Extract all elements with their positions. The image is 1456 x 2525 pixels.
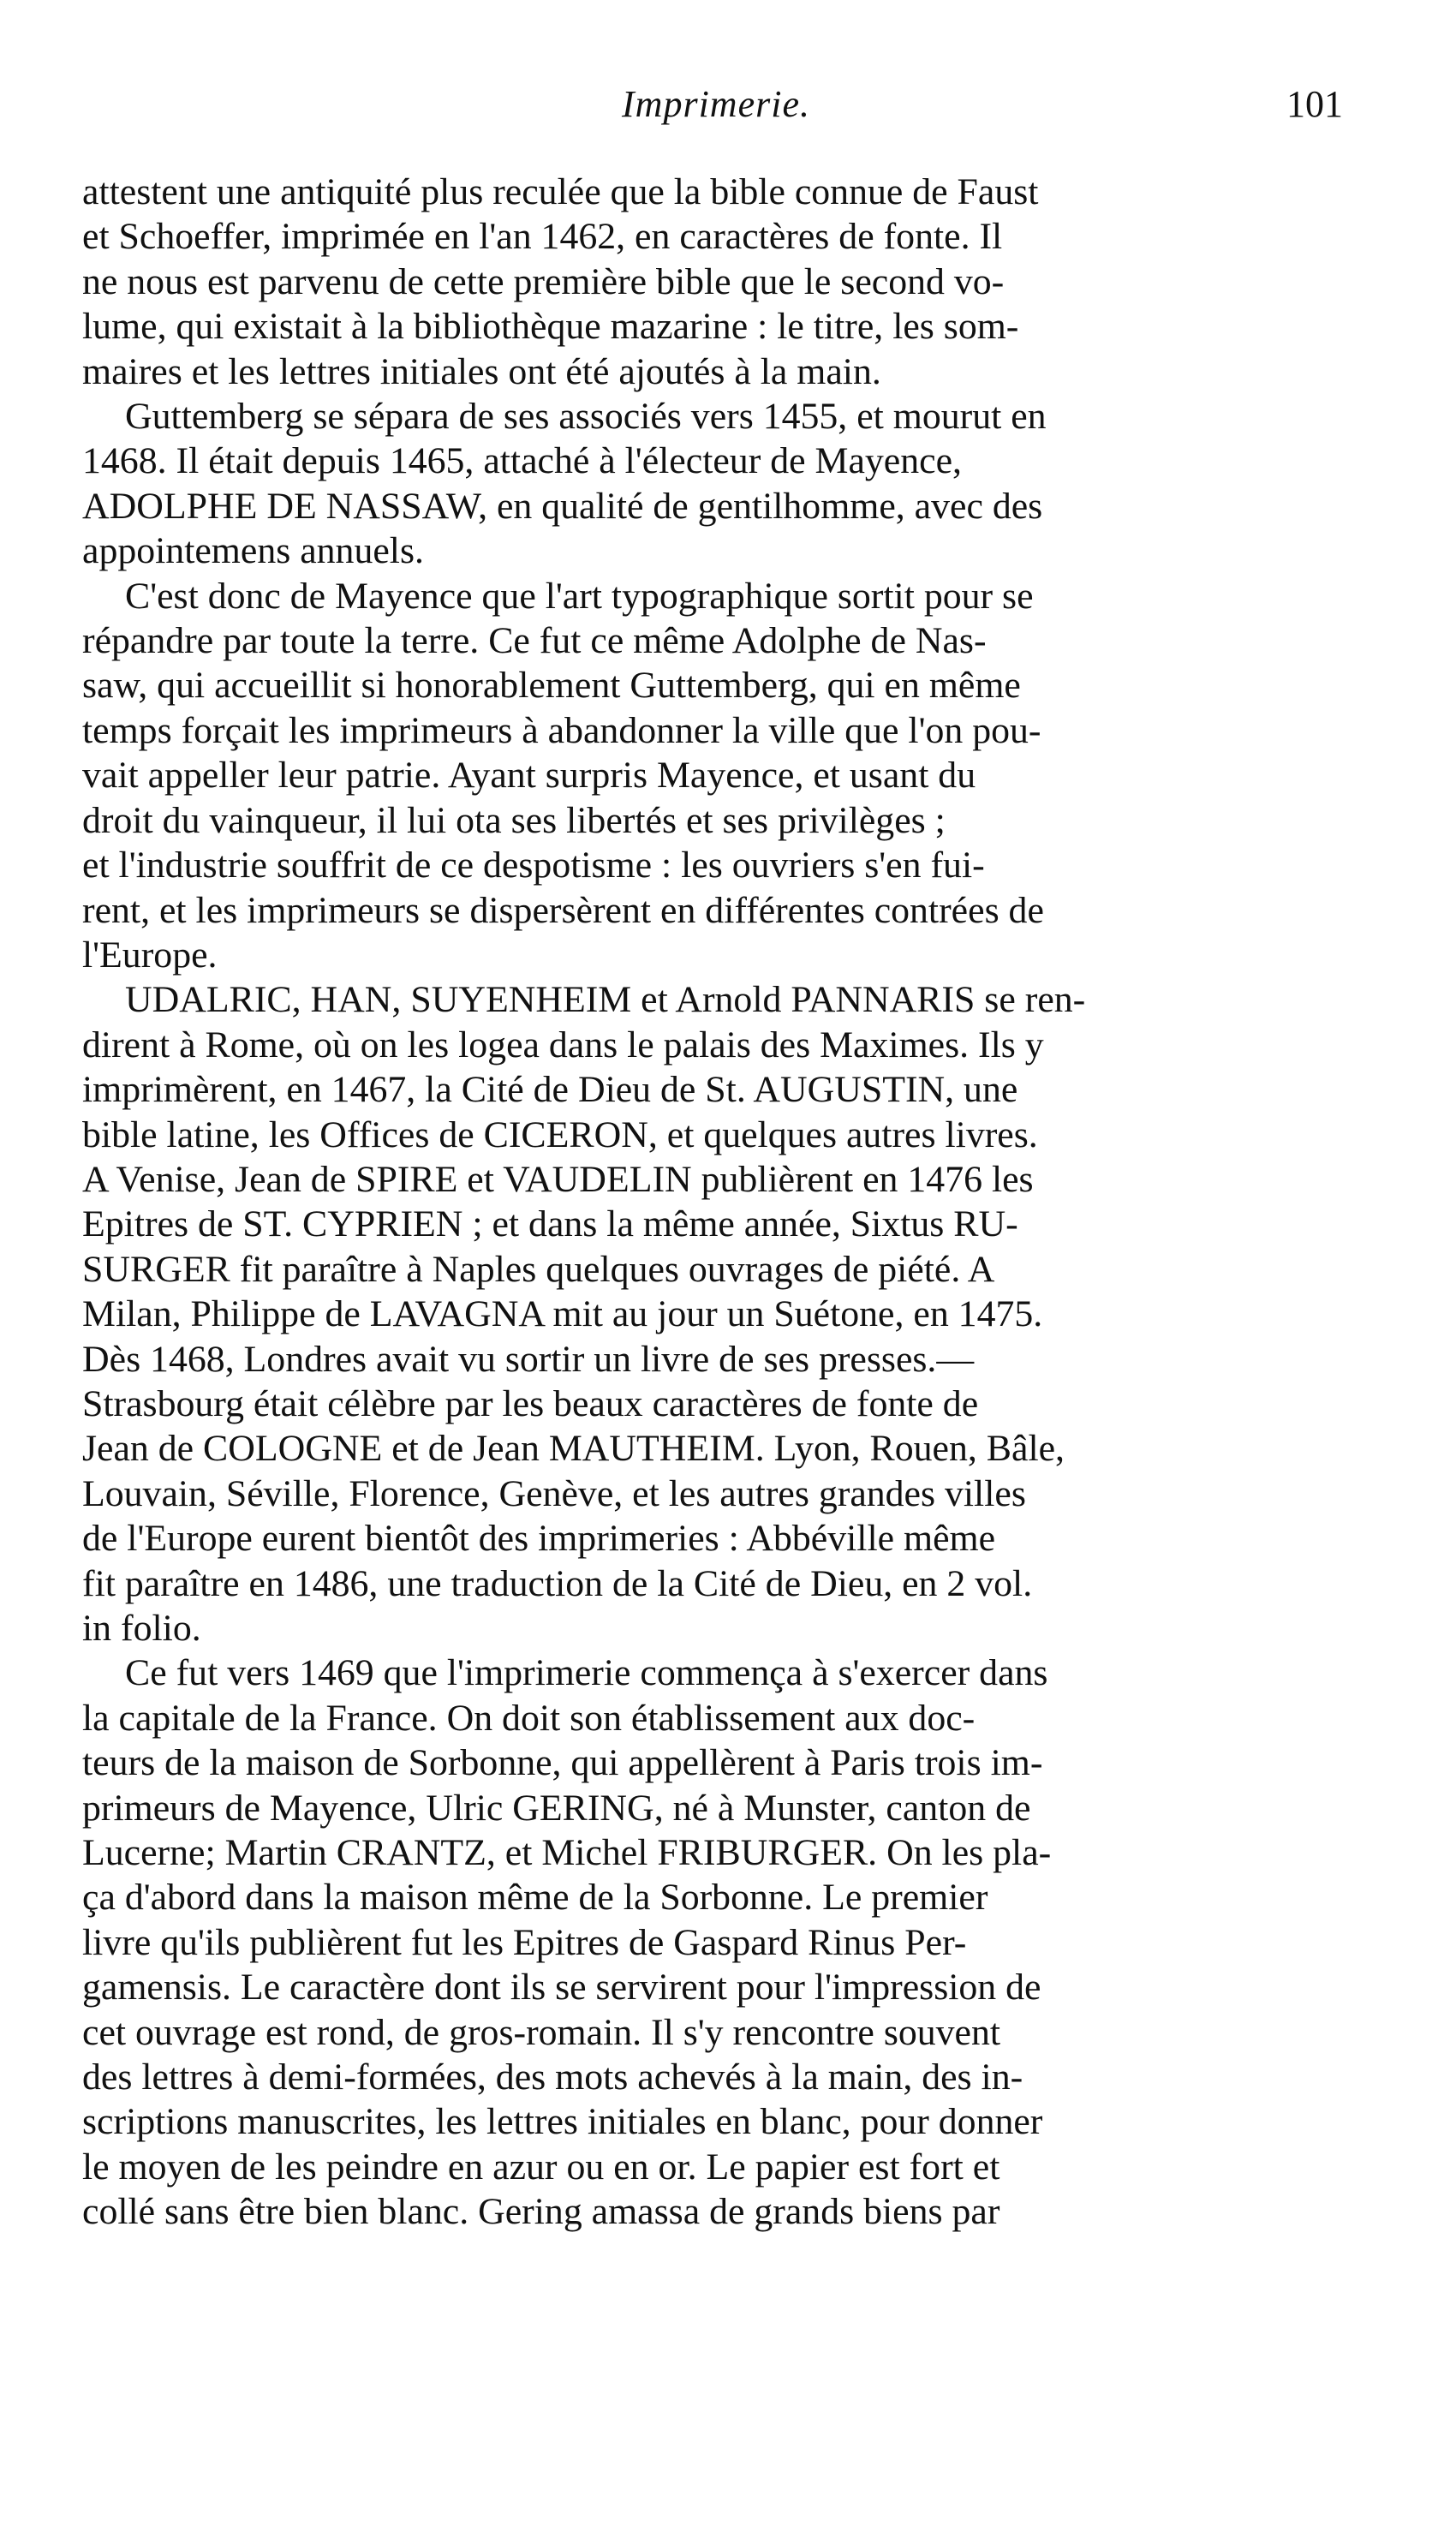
text-line: Ce fut vers 1469 que l'imprimerie commença à s'exercer dans xyxy=(125,1652,1048,1694)
text-line: rent, et les imprimeurs se dispersèrent en différentes contrées de xyxy=(82,889,1044,931)
text-line: imprimèrent, en 1467, la Cité de Dieu de St. AUGUSTIN, une xyxy=(82,1069,1018,1111)
text-line: Lucerne; Martin CRANTZ, et Michel FRIBURGER. On les pla- xyxy=(82,1832,1052,1874)
text-line: SURGER fit paraître à Naples quelques ouvrages de piété. A xyxy=(82,1248,995,1290)
text-line: attestent une antiquité plus reculée que la bible connue de Faust xyxy=(82,171,1039,212)
text-line: collé sans être bien blanc. Gering amassa de grands biens par xyxy=(82,2191,1000,2233)
text-line: C'est donc de Mayence que l'art typographique sortit pour se xyxy=(125,575,1034,617)
text-line: ça d'abord dans la maison même de la Sorbonne. Le premier xyxy=(82,1877,988,1919)
page-header xyxy=(82,82,1350,151)
text-line: saw, qui accueillit si honorablement Guttemberg, qui en même xyxy=(82,665,1021,707)
text-line: 1468. Il était depuis 1465, attaché à l'électeur de Mayence, xyxy=(82,440,962,482)
text-line: répandre par toute la terre. Ce fut ce même Adolphe de Nas- xyxy=(82,620,987,662)
text-line: lume, qui existait à la bibliothèque mazarine : le titre, les som- xyxy=(82,306,1019,348)
text-line: livre qu'ils publièrent fut les Epitres de Gaspard Rinus Per- xyxy=(82,1921,967,1963)
text-line: dirent à Rome, où on les logea dans le palais des Maximes. Ils y xyxy=(82,1024,1044,1066)
book-page xyxy=(82,82,1350,2235)
running-title: Imprimerie. xyxy=(622,83,810,125)
text-line: Louvain, Séville, Florence, Genève, et les autres grandes villes xyxy=(82,1472,1026,1514)
text-line: fit paraître en 1486, une traduction de la Cité de Dieu, en 2 vol. xyxy=(82,1562,1033,1604)
text-line: Dès 1468, Londres avait vu sortir un livre de ses presses.— xyxy=(82,1338,975,1380)
text-line: ADOLPHE DE NASSAW, en qualité de gentilhomme, avec des xyxy=(82,485,1043,527)
text-line: le moyen de les peindre en azur ou en or. Le papier est fort et xyxy=(82,2146,1000,2188)
text-line: l'Europe. xyxy=(82,934,218,976)
text-line: et Schoeffer, imprimée en l'an 1462, en caractères de fonte. Il xyxy=(82,216,1003,258)
text-line: Guttemberg se sépara de ses associés vers 1455, et mourut en xyxy=(125,396,1047,438)
text-line: de l'Europe eurent bientôt des imprimeries : Abbéville même xyxy=(82,1518,996,1560)
text-line: temps forçait les imprimeurs à abandonner la ville que l'on pou- xyxy=(82,709,1041,751)
text-line: des lettres à demi-formées, des mots achevés à la main, des in- xyxy=(82,2056,1023,2098)
text-line: vait appeller leur patrie. Ayant surpris Mayence, et usant du xyxy=(82,755,976,797)
text-line: teurs de la maison de Sorbonne, qui appellèrent à Paris trois im- xyxy=(82,1742,1043,1784)
body-text xyxy=(82,170,1350,2235)
text-line: ne nous est parvenu de cette première bible que le second vo- xyxy=(82,260,1005,302)
page-number: 101 xyxy=(1286,83,1343,125)
text-line: Epitres de ST. CYPRIEN ; et dans la même année, Sixtus RU- xyxy=(82,1203,1018,1245)
text-line: et l'industrie souffrit de ce despotisme : les ouvriers s'en fui- xyxy=(82,845,985,886)
text-line: cet ouvrage est rond, de gros-romain. Il s'y rencontre souvent xyxy=(82,2011,1001,2053)
text-line: UDALRIC, HAN, SUYENHEIM et Arnold PANNARIS se ren- xyxy=(125,979,1086,1021)
text-line: in folio. xyxy=(82,1608,201,1649)
text-line: scriptions manuscrites, les lettres initiales en blanc, pour donner xyxy=(82,2101,1043,2143)
text-line: la capitale de la France. On doit son établissement aux doc- xyxy=(82,1697,976,1739)
text-line: primeurs de Mayence, Ulric GERING, né à Munster, canton de xyxy=(82,1787,1031,1829)
text-line: Strasbourg était célèbre par les beaux caractères de fonte de xyxy=(82,1382,979,1424)
text-line: Jean de COLOGNE et de Jean MAUTHEIM. Lyon, Rouen, Bâle, xyxy=(82,1428,1065,1470)
text-line: gamensis. Le caractère dont ils se servirent pour l'impression de xyxy=(82,1967,1041,2009)
text-line: appointemens annuels. xyxy=(82,530,424,572)
text-line: Milan, Philippe de LAVAGNA mit au jour un Suétone, en 1475. xyxy=(82,1293,1043,1335)
text-line: A Venise, Jean de SPIRE et VAUDELIN publièrent en 1476 les xyxy=(82,1158,1034,1200)
text-line: droit du vainqueur, il lui ota ses libertés et ses privilèges ; xyxy=(82,799,946,841)
text-line: maires et les lettres initiales ont été ajoutés à la main. xyxy=(82,350,881,392)
text-line: bible latine, les Offices de CICERON, et quelques autres livres. xyxy=(82,1113,1038,1155)
